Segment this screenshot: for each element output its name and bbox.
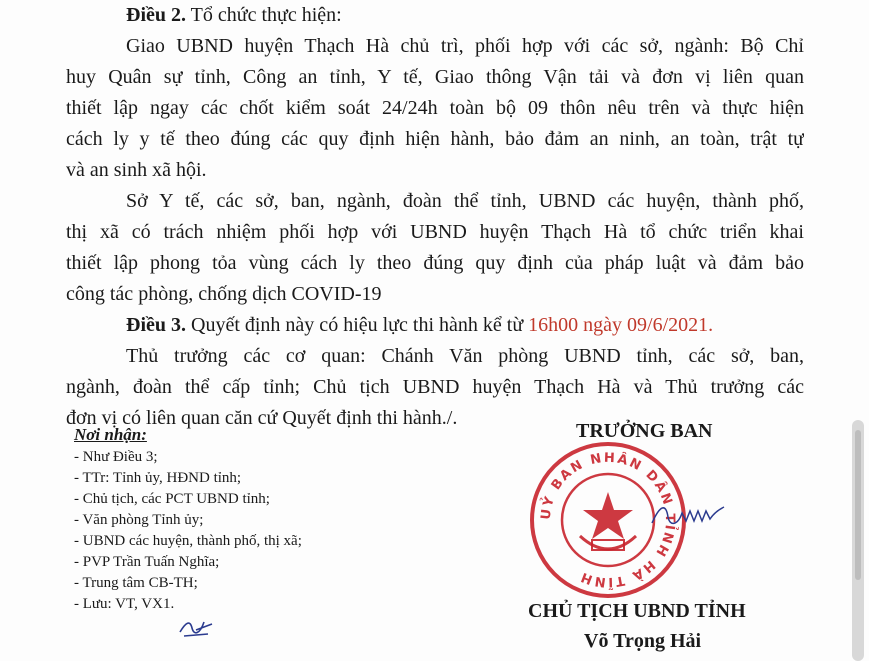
- recipient-item: - UBND các huyện, thành phố, thị xã;: [74, 533, 302, 549]
- article-2-p1-line: cách ly y tế theo đúng các quy định hiện hành, bảo đảm an ninh, an toàn, trật tự: [66, 128, 804, 150]
- article-2-p1-line: thiết lập ngay các chốt kiểm soát 24/24h toàn bộ 09 thôn nêu trên và thực hiện: [66, 97, 804, 119]
- article-2-label: Điều 2.: [126, 4, 186, 26]
- article-3-p1-line: Thủ trưởng các cơ quan: Chánh Văn phòng UBND tỉnh, các sở, ban,: [126, 345, 804, 367]
- signer-name: Võ Trọng Hải: [584, 630, 702, 652]
- initials-signature-icon: [178, 614, 214, 640]
- recipient-item: - Trung tâm CB-TH;: [74, 575, 198, 591]
- recipients-title: Nơi nhận:: [74, 425, 147, 444]
- article-2-p1-line: huy Quân sự tỉnh, Công an tỉnh, Y tế, Giao thông Vận tải và đơn vị liên quan: [66, 66, 804, 88]
- recipient-item: - Như Điều 3;: [74, 449, 158, 465]
- article-2-p1-line: Giao UBND huyện Thạch Hà chủ trì, phối hợp với các sở, ngành: Bộ Chỉ: [126, 35, 804, 57]
- article-2-p2-line: công tác phòng, chống dịch COVID-19: [66, 283, 382, 305]
- recipient-item: - Lưu: VT, VX1.: [74, 596, 175, 612]
- scrollbar-thumb[interactable]: [855, 430, 861, 580]
- document-body: [66, 0, 804, 434]
- recipient-item: - Văn phòng Tỉnh ủy;: [74, 512, 204, 528]
- recipient-item: - PVP Trần Tuấn Nghĩa;: [74, 554, 220, 570]
- article-2-heading: [66, 0, 804, 31]
- article-2-p1-line: và an sinh xã hội.: [66, 159, 207, 181]
- article-3-text: Quyết định này có hiệu lực thi hành kể từ: [186, 314, 529, 336]
- article-2-p2-line: thiết lập phong tỏa vùng cách ly theo đúng quy định của pháp luật và đảm bảo: [66, 252, 804, 274]
- recipient-item: - TTr: Tỉnh ủy, HĐND tỉnh;: [74, 470, 242, 486]
- recipient-item: - Chủ tịch, các PCT UBND tỉnh;: [74, 491, 270, 507]
- article-3-p1-line: ngành, đoàn thể cấp tỉnh; Chủ tịch UBND huyện Thạch Hà và Thủ trưởng các: [66, 376, 804, 398]
- article-2-p2-line: thị xã có trách nhiệm phối hợp với UBND huyện Thạch Hà tổ chức triển khai: [66, 221, 804, 243]
- article-2-p2-line: Sở Y tế, các sở, ban, ngành, đoàn thể tỉnh, UBND các huyện, thành phố,: [126, 190, 804, 212]
- recipients-block: [74, 424, 302, 615]
- handwritten-signature-icon: [650, 495, 725, 535]
- signature-title: TRƯỞNG BAN: [576, 420, 713, 442]
- seal-text: UỶ BAN NHÂN DÂN TỈNH HÀ TĨNH: [538, 450, 678, 590]
- article-2-title: Tổ chức thực hiện:: [186, 4, 342, 26]
- article-3-heading: [66, 310, 804, 341]
- article-3-period: .: [708, 314, 714, 336]
- signer-role: CHỦ TỊCH UBND TỈNH: [528, 600, 746, 622]
- article-3-p1-line: đơn vị có liên quan căn cứ Quyết định thi hành./.: [66, 407, 458, 429]
- article-3-label: Điều 3.: [126, 314, 186, 336]
- effective-time: 16h00 ngày 09/6/2021: [528, 314, 709, 336]
